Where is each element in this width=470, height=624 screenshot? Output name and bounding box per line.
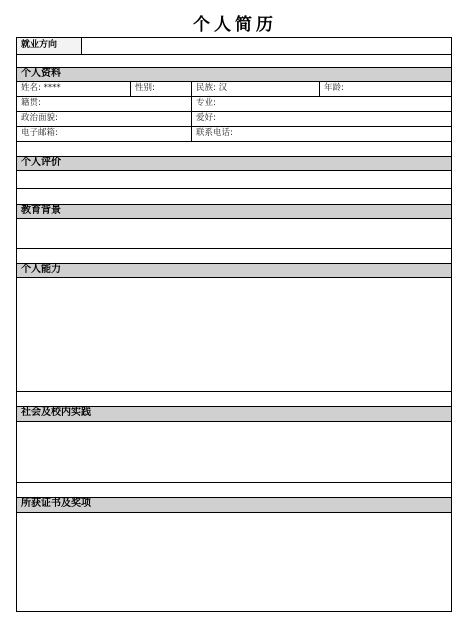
profile-row-3 [17, 112, 451, 127]
section-header-evaluation: 个人评价 [17, 157, 451, 171]
spacer-row [17, 392, 451, 407]
spacer-row [17, 55, 451, 68]
practice-body[interactable] [17, 422, 451, 483]
phone-field[interactable]: 联系电话: [191, 127, 453, 141]
job-intention-value[interactable] [82, 38, 453, 54]
profile-row-4 [17, 127, 451, 142]
job-intention-row [17, 38, 451, 55]
age-field[interactable]: 年龄: [319, 82, 453, 96]
spacer-row [17, 483, 451, 498]
spacer-row [17, 249, 451, 264]
section-header-certificates: 所获证书及奖项 [17, 498, 451, 513]
ability-body[interactable] [17, 278, 451, 392]
section-header-ability: 个人能力 [17, 264, 451, 278]
major-field[interactable]: 专业: [191, 97, 453, 111]
resume-form [16, 37, 452, 612]
political-status-field[interactable]: 政治面貌: [21, 113, 58, 123]
job-intention-label: 就业方向 [17, 38, 82, 54]
certificates-body[interactable] [17, 513, 451, 611]
profile-row-2 [17, 97, 451, 112]
spacer-row [17, 189, 451, 205]
hometown-field[interactable]: 籍贯: [21, 98, 41, 108]
evaluation-body[interactable] [17, 171, 451, 189]
section-header-practice: 社会及校内实践 [17, 407, 451, 422]
ethnicity-field[interactable]: 民族: 汉 [191, 82, 319, 96]
name-field[interactable]: 姓名: **** [21, 83, 61, 93]
gender-field[interactable]: 性别: [130, 82, 191, 96]
hobbies-field[interactable]: 爱好: [191, 112, 453, 126]
section-header-profile: 个人资料 [17, 68, 451, 82]
profile-row-1 [17, 82, 451, 97]
education-body[interactable] [17, 219, 451, 249]
resume-title: 个人简历 [193, 15, 277, 35]
section-header-education: 教育背景 [17, 205, 451, 219]
spacer-row [17, 142, 451, 157]
email-field[interactable]: 电子邮箱: [21, 128, 58, 138]
